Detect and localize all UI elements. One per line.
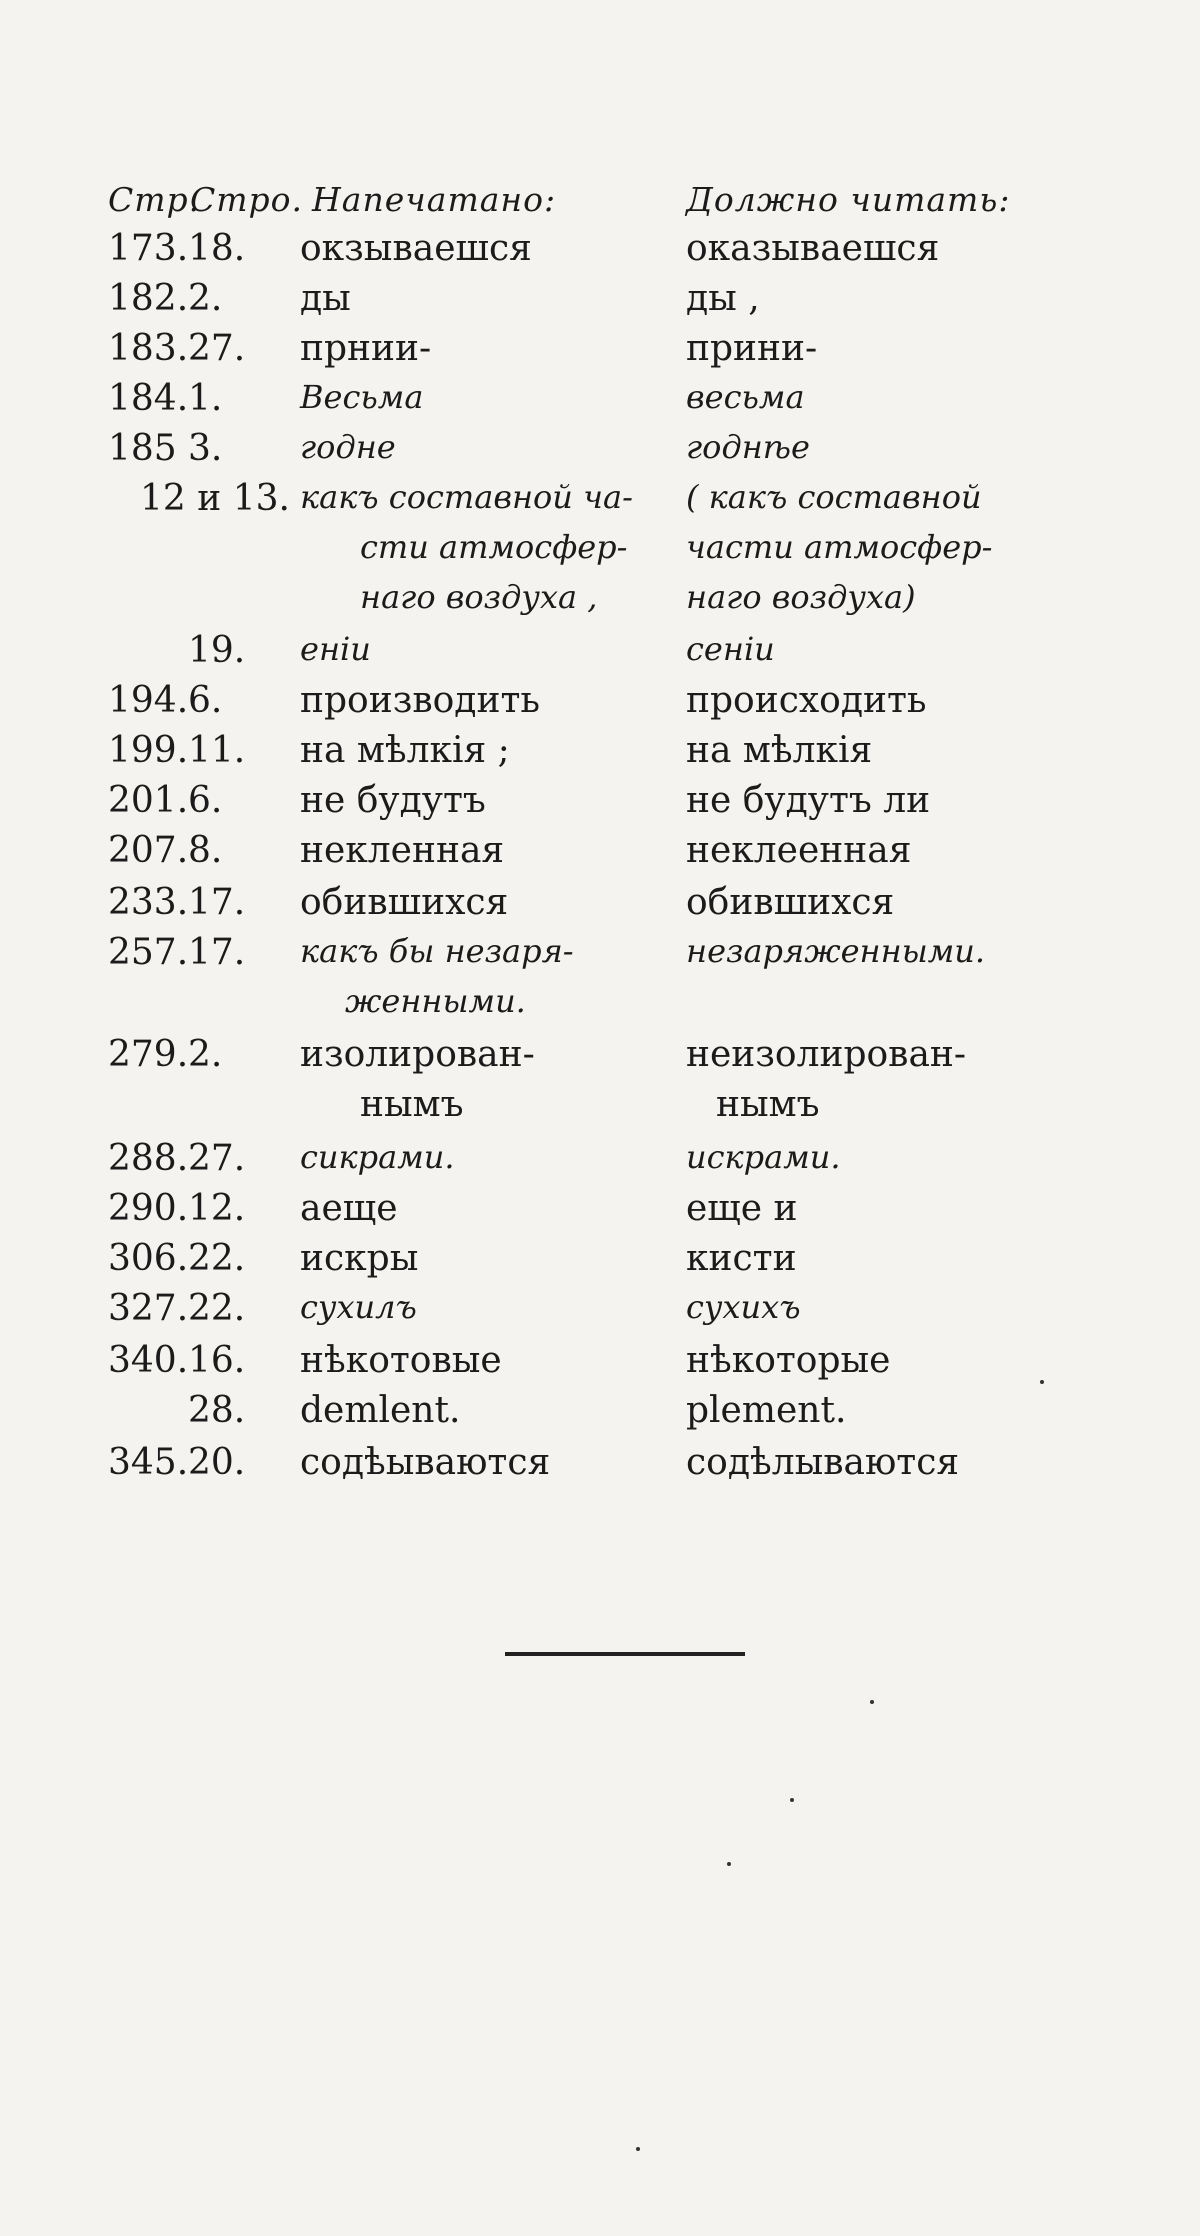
row-printed-text: какъ бы незаря- <box>300 932 574 970</box>
errata-row <box>0 528 1200 580</box>
row-page-number: 184. <box>108 378 189 419</box>
row-correct-text: нымъ <box>716 1084 820 1125</box>
row-correct-text: не будутъ ли <box>686 780 931 821</box>
row-line-number: 2. <box>188 278 223 319</box>
row-correct-text: оказываешся <box>686 228 940 269</box>
errata-row <box>0 328 1200 380</box>
row-page-number: 340. <box>108 1340 189 1381</box>
row-page-number: 257. <box>108 932 189 973</box>
row-line-number: 28. <box>188 1390 246 1431</box>
row-printed-text: искры <box>300 1238 419 1279</box>
errata-row <box>0 578 1200 630</box>
row-printed-text: женными. <box>345 982 526 1020</box>
row-page-number: 185 <box>108 428 177 469</box>
header-line: Стро. <box>190 180 304 219</box>
row-correct-text: ды , <box>686 278 760 319</box>
row-printed-text: какъ составной ча- <box>300 478 633 516</box>
row-printed-text: аеще <box>300 1188 398 1229</box>
errata-row <box>0 1288 1200 1340</box>
print-speck <box>727 1862 731 1866</box>
row-page-number: 173. <box>108 228 189 269</box>
row-correct-text: plement. <box>686 1390 847 1431</box>
row-correct-text: сеніи <box>686 630 775 668</box>
row-line-number: 22. <box>188 1288 246 1329</box>
row-printed-text: годне <box>300 428 396 466</box>
row-printed-text: окзываешся <box>300 228 532 269</box>
row-page-number: 306. <box>108 1238 189 1279</box>
errata-row <box>0 1138 1200 1190</box>
row-printed-text: ды <box>300 278 351 319</box>
row-page-number: 327. <box>108 1288 189 1329</box>
errata-row <box>0 830 1200 882</box>
errata-row <box>0 882 1200 934</box>
row-line-number: 22. <box>188 1238 246 1279</box>
row-line-number: 6. <box>188 780 223 821</box>
row-line-number: 20. <box>188 1442 246 1483</box>
row-printed-text: содѣываются <box>300 1442 551 1483</box>
row-page-number: 233. <box>108 882 189 923</box>
row-correct-text: неизолирован- <box>686 1034 967 1075</box>
row-printed-text: прнии- <box>300 328 432 369</box>
row-printed-text: сухилъ <box>300 1288 417 1326</box>
errata-row <box>0 982 1200 1034</box>
row-printed-text: некленная <box>300 830 505 871</box>
row-line-number: 12. <box>188 1188 246 1229</box>
print-speck <box>1040 1380 1044 1384</box>
errata-row <box>0 1034 1200 1086</box>
print-speck <box>870 1700 874 1704</box>
errata-row <box>0 1442 1200 1494</box>
row-correct-text: части атмосфер- <box>686 528 993 566</box>
row-line-number: 17. <box>188 882 246 923</box>
row-line-number: 27. <box>188 328 246 369</box>
row-page-number: 199. <box>108 730 189 771</box>
errata-row <box>0 1340 1200 1392</box>
row-line-number: 19. <box>188 630 246 671</box>
row-line-number: 11. <box>188 730 246 771</box>
errata-row <box>0 1084 1200 1136</box>
row-line-number: 2. <box>188 1034 223 1075</box>
row-line-number: 18. <box>188 228 246 269</box>
row-correct-text: происходить <box>686 680 927 721</box>
row-correct-text: ( какъ составной <box>686 478 982 516</box>
row-page-number: 290. <box>108 1188 189 1229</box>
row-printed-text: изолирован- <box>300 1034 535 1075</box>
row-page-number: 194. <box>108 680 189 721</box>
row-printed-text: demlent. <box>300 1390 461 1431</box>
print-speck <box>636 2147 640 2151</box>
errata-row <box>0 1390 1200 1442</box>
row-printed-text: сти атмосфер- <box>360 528 628 566</box>
row-line-number: 8. <box>188 830 223 871</box>
row-page-number: 279. <box>108 1034 189 1075</box>
row-line-number: 12 и 13. <box>140 478 290 519</box>
row-page-number: 207. <box>108 830 189 871</box>
row-page-number: 183. <box>108 328 189 369</box>
errata-row <box>0 428 1200 480</box>
row-correct-text: наго воздуха) <box>686 578 916 616</box>
row-page-number: 345. <box>108 1442 189 1483</box>
row-correct-text: кисти <box>686 1238 797 1279</box>
row-printed-text: на мѣлкія ; <box>300 730 510 771</box>
row-correct-text: содѣлываются <box>686 1442 960 1483</box>
row-printed-text: не будутъ <box>300 780 486 821</box>
errata-row <box>0 630 1200 682</box>
row-printed-text: обившихся <box>300 882 509 923</box>
row-correct-text: еще и <box>686 1188 798 1229</box>
errata-row <box>0 932 1200 984</box>
errata-row <box>0 680 1200 732</box>
row-correct-text: годнѣе <box>686 428 810 466</box>
row-correct-text: нѣкоторые <box>686 1340 891 1381</box>
row-printed-text: производить <box>300 680 540 721</box>
row-printed-text: Весьма <box>300 378 424 416</box>
row-page-number: 182. <box>108 278 189 319</box>
errata-row <box>0 378 1200 430</box>
errata-row <box>0 1238 1200 1290</box>
row-line-number: 1. <box>188 378 223 419</box>
row-line-number: 17. <box>188 932 246 973</box>
row-line-number: 3. <box>188 428 223 469</box>
row-printed-text: еніи <box>300 630 371 668</box>
errata-row <box>0 780 1200 832</box>
errata-row <box>0 228 1200 280</box>
row-correct-text: обившихся <box>686 882 895 923</box>
row-correct-text: прини- <box>686 328 818 369</box>
row-correct-text: сухихъ <box>686 1288 801 1326</box>
row-correct-text: неклеенная <box>686 830 912 871</box>
row-printed-text: сикрами. <box>300 1138 455 1176</box>
row-printed-text: нымъ <box>360 1084 464 1125</box>
header-correct: Должно читать: <box>686 180 1011 219</box>
row-page-number: 201. <box>108 780 189 821</box>
row-correct-text: весьма <box>686 378 805 416</box>
row-printed-text: нѣкотовые <box>300 1340 502 1381</box>
row-page-number: 288. <box>108 1138 189 1179</box>
row-line-number: 6. <box>188 680 223 721</box>
header-page: Стр. <box>108 180 201 219</box>
row-line-number: 27. <box>188 1138 246 1179</box>
row-correct-text: незаряженными. <box>686 932 986 970</box>
row-correct-text: искрами. <box>686 1138 841 1176</box>
header-printed: Напечатано: <box>312 180 557 219</box>
errata-row <box>0 1188 1200 1240</box>
print-speck <box>790 1798 794 1802</box>
errata-row <box>0 478 1200 530</box>
errata-row <box>0 278 1200 330</box>
closing-rule <box>505 1652 745 1656</box>
row-printed-text: наго воздуха , <box>360 578 598 616</box>
row-line-number: 16. <box>188 1340 246 1381</box>
errata-row <box>0 730 1200 782</box>
row-correct-text: на мѣлкія <box>686 730 873 771</box>
